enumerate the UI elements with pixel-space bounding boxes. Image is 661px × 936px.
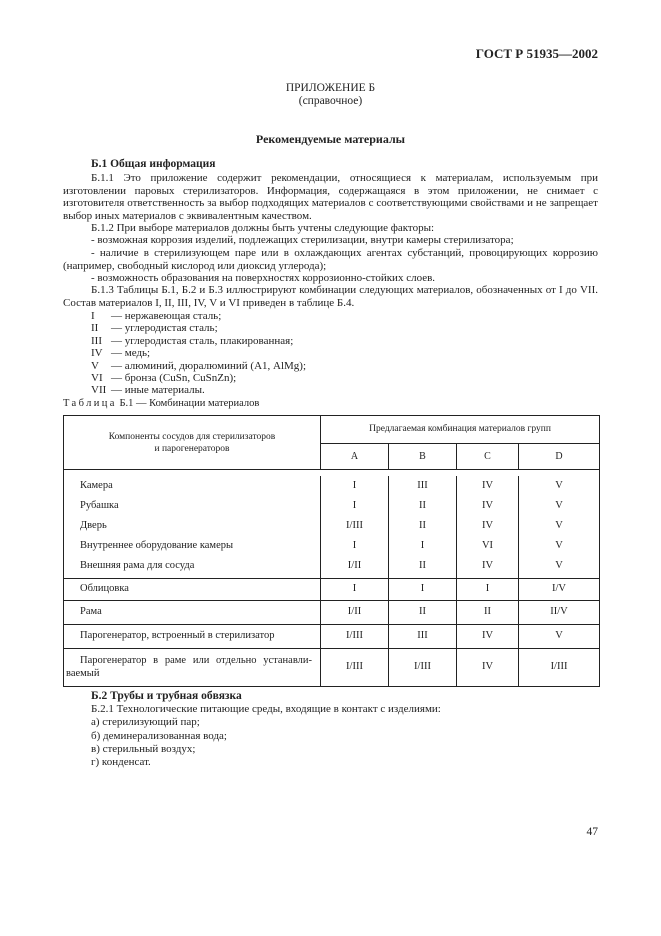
cell-value: I/III — [389, 648, 457, 686]
cell-value: I/III — [321, 624, 389, 648]
section-title: Рекомендуемые материалы — [255, 132, 406, 146]
cell-value: IV — [457, 648, 519, 686]
appendix-subtitle: (справочное) — [298, 95, 363, 107]
cell-value: I — [321, 578, 389, 600]
table-caption-text: Б.1 — Комбинации материалов — [119, 398, 260, 409]
b2-item: в) стерильный воздух; — [91, 743, 196, 755]
document-header: ГОСТ Р 51935—2002 — [475, 46, 598, 61]
paragraph-b1-3: Б.1.3 Таблицы Б.1, Б.2 и Б.3 иллюстрируют комбинации следующих материалов, обозначенных от I до VII. Состав материалов I, II, III, IV, V и VI приведен в таблице Б.4. — [63, 284, 598, 309]
header-components-line2: и парогенераторов — [154, 443, 230, 454]
material-num: VII — [91, 384, 107, 396]
cell-value: III — [389, 624, 457, 648]
header-group-a: A — [321, 444, 389, 470]
cell-value: IV — [457, 624, 519, 648]
factor-item: - возможная коррозия изделий, подлежащих стерилизации, внутри камеры стерилизатора; — [91, 234, 514, 246]
cell-value: IV — [457, 496, 519, 516]
table-row — [64, 578, 600, 600]
table-row — [64, 476, 600, 496]
cell-value: V — [519, 476, 600, 496]
cell-value: II — [389, 496, 457, 516]
material-text: — углеродистая сталь, плакированная; — [111, 335, 294, 347]
table-caption — [63, 398, 259, 411]
cell-value: I — [321, 536, 389, 556]
row-name-line2: ваемый — [66, 668, 100, 679]
cell-value: II — [389, 600, 457, 624]
cell-value: I/III — [321, 648, 389, 686]
row-name: Облицовка — [64, 578, 321, 600]
material-text: — бронза (CuSn, CuSnZn); — [111, 372, 237, 384]
material-num: II — [91, 322, 99, 334]
cell-value: IV — [457, 556, 519, 578]
cell-value: II — [457, 600, 519, 624]
cell-value: I/III — [519, 648, 600, 686]
cell-value: V — [519, 516, 600, 536]
b2-item: б) деминерализованная вода; — [91, 730, 227, 742]
materials-table — [63, 415, 600, 687]
b2-item: а) стерилизующий пар; — [91, 716, 200, 728]
b2-item: г) конденсат. — [91, 756, 151, 768]
material-num: IV — [91, 347, 103, 359]
table-row — [64, 556, 600, 578]
factor-item: - возможность образования на поверхностях коррозионно-стойких слоев. — [91, 272, 436, 284]
header-group-b: B — [389, 444, 457, 470]
row-name-line1: Парогенератор в раме или отдельно устанавли- — [80, 655, 312, 666]
appendix-title: ПРИЛОЖЕНИЕ Б — [285, 82, 376, 94]
cell-value: IV — [457, 516, 519, 536]
material-text: — углеродистая сталь; — [111, 322, 218, 334]
material-item — [91, 322, 218, 335]
row-name — [64, 648, 321, 686]
table-row — [64, 648, 600, 686]
table-row — [64, 536, 600, 556]
cell-value: V — [519, 624, 600, 648]
row-name: Внутреннее оборудование камеры — [64, 536, 321, 556]
row-name: Дверь — [64, 516, 321, 536]
table-row — [64, 600, 600, 624]
header-components-line1: Компоненты сосудов для стерилизаторов — [108, 431, 276, 442]
cell-value: II/V — [519, 600, 600, 624]
material-num: I — [91, 310, 95, 322]
row-name: Внешняя рама для сосуда — [64, 556, 321, 578]
material-item — [91, 384, 205, 397]
table-row — [64, 624, 600, 648]
cell-value: II — [389, 516, 457, 536]
cell-value: I — [457, 578, 519, 600]
cell-value: V — [519, 556, 600, 578]
material-text: — нержавеющая сталь; — [111, 310, 222, 322]
header-group-d: D — [519, 444, 600, 470]
row-name: Камера — [64, 476, 321, 496]
heading-b2: Б.2 Трубы и трубная обвязка — [91, 690, 242, 702]
row-name: Рама — [64, 600, 321, 624]
cell-value: II — [389, 556, 457, 578]
material-text: — медь; — [111, 347, 151, 359]
material-num: VI — [91, 372, 103, 384]
page-number: 47 — [586, 826, 598, 838]
table-caption-label: Таблица — [63, 398, 117, 409]
heading-b1: Б.1 Общая информация — [91, 158, 216, 170]
material-num: V — [91, 360, 99, 372]
cell-value: III — [389, 476, 457, 496]
material-num: III — [91, 335, 102, 347]
cell-value: I/V — [519, 578, 600, 600]
cell-value: I/II — [321, 556, 389, 578]
cell-value: I — [321, 496, 389, 516]
paragraph-b1-1: Б.1.1 Это приложение содержит рекомендации, относящиеся к материалам, используемым при изготовлении паровых стерилизаторов. Информация, содержащаяся в этом приложении, не снимает с изготовителя ответственность за выбор подходящих материалов с соответствующими свойствами и не запрещает выбор иных материалов с эквивалентным качеством. — [63, 172, 598, 222]
row-name: Парогенератор, встроенный в стерилизатор — [64, 624, 321, 648]
table-row — [64, 516, 600, 536]
material-text: — алюминий, дюралюминий (А1, AlMg); — [111, 360, 307, 372]
cell-value: I/III — [321, 516, 389, 536]
factor-item: - наличие в стерилизующем паре или в охлаждающих агентах субстанций, провоцирующих коррозию (например, свободный кислород или диоксид углерода); — [63, 247, 598, 272]
header-components — [64, 416, 321, 470]
material-item — [91, 347, 150, 360]
row-name: Рубашка — [64, 496, 321, 516]
cell-value: I/II — [321, 600, 389, 624]
paragraph-b2-1: Б.2.1 Технологические питающие среды, входящие в контакт с изделиями: — [91, 703, 441, 715]
header-group-c: C — [457, 444, 519, 470]
cell-value: I — [389, 578, 457, 600]
cell-value: I — [389, 536, 457, 556]
header-groups: Предлагаемая комбинация материалов групп — [321, 416, 600, 444]
cell-value: V — [519, 536, 600, 556]
paragraph-b1-2: Б.1.2 При выборе материалов должны быть учтены следующие факторы: — [91, 222, 435, 234]
cell-value: I — [321, 476, 389, 496]
table-row — [64, 496, 600, 516]
material-text: — иные материалы. — [111, 384, 205, 396]
cell-value: V — [519, 496, 600, 516]
cell-value: IV — [457, 476, 519, 496]
cell-value: VI — [457, 536, 519, 556]
